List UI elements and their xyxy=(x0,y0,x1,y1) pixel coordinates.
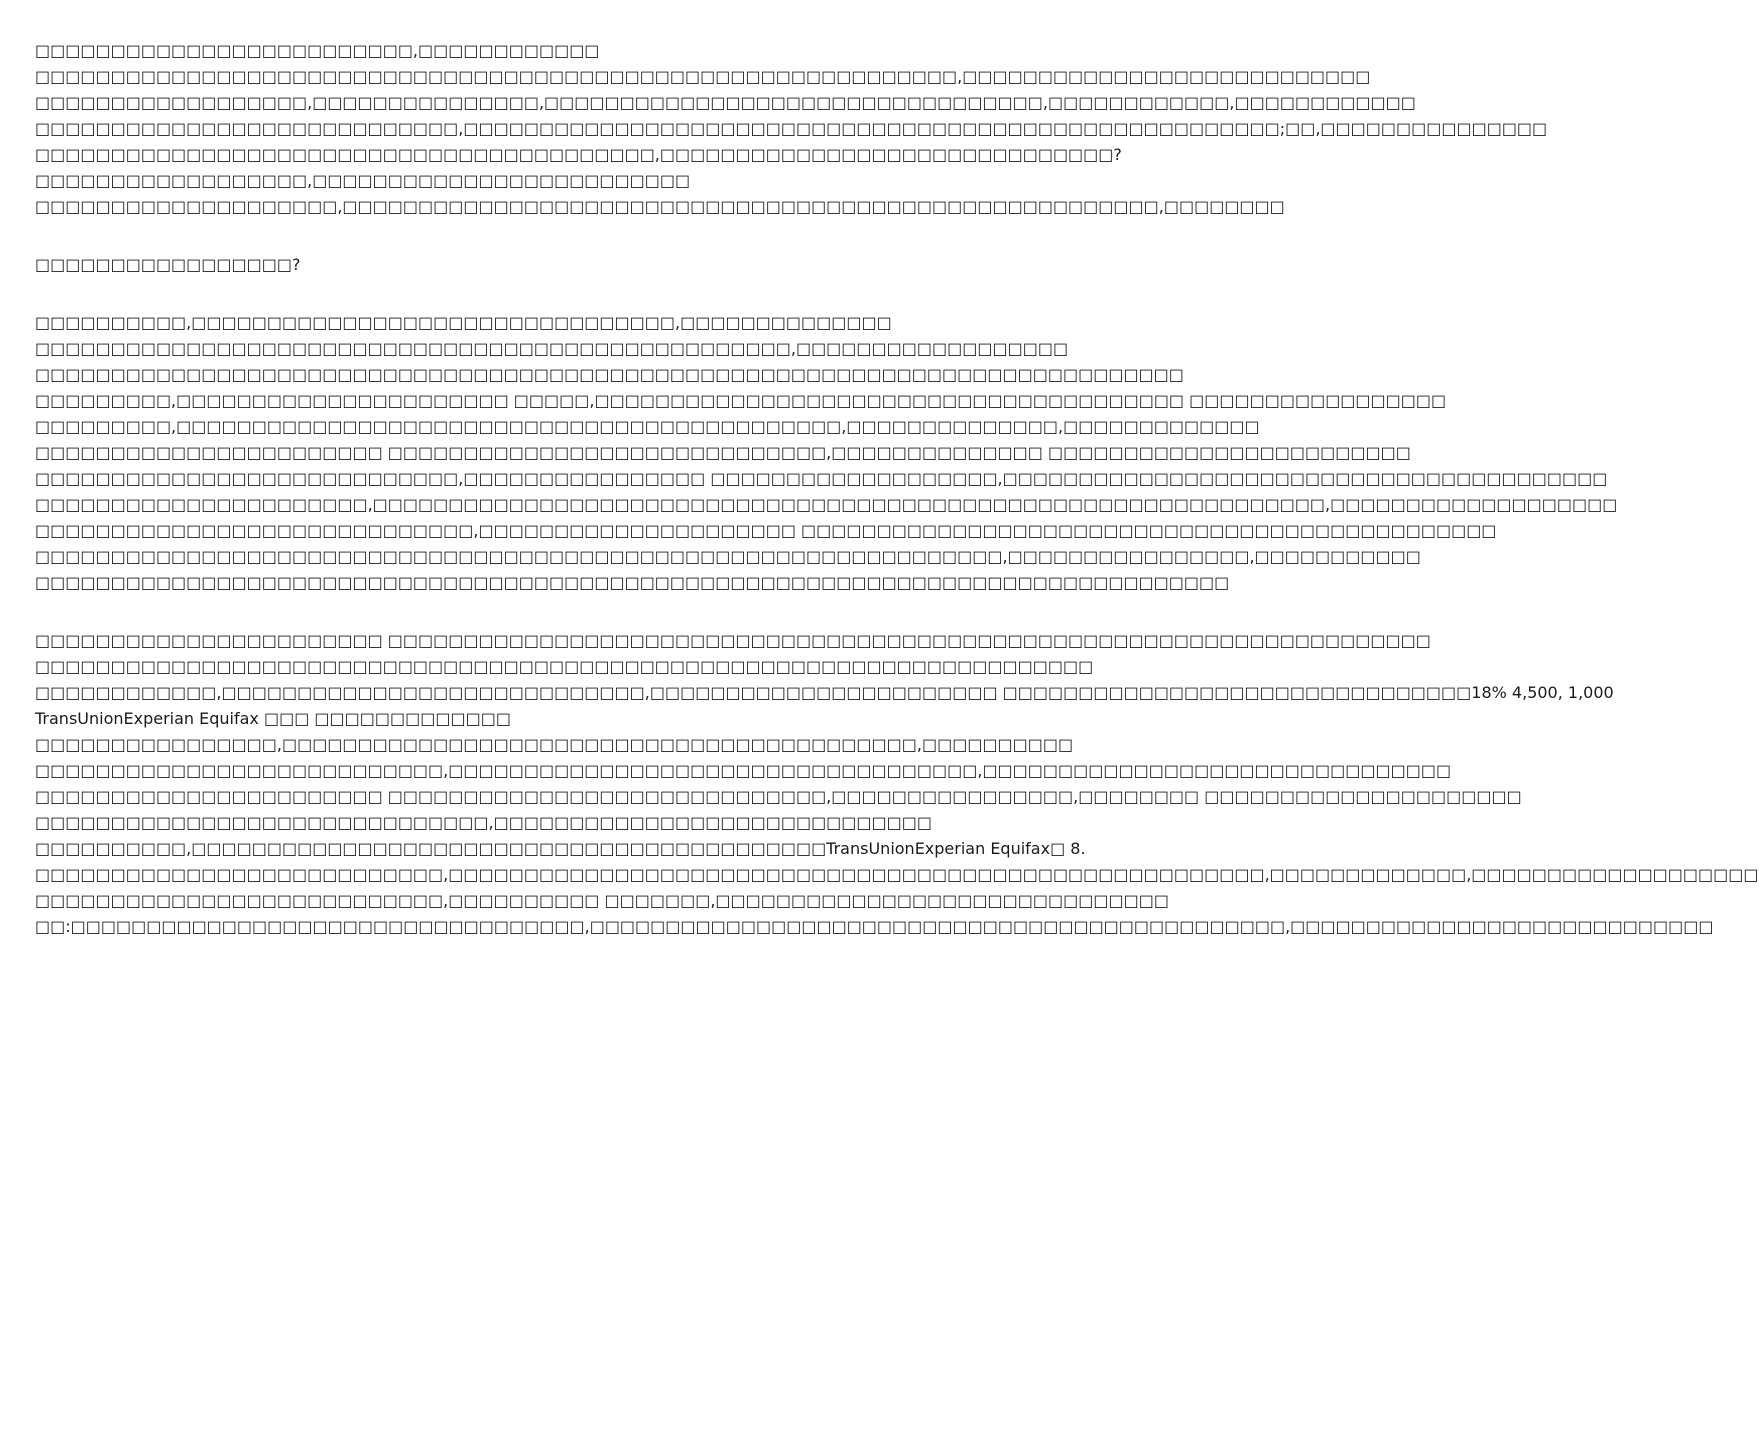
question-heading: □□□□□□□□□□□□□□□□□? xyxy=(35,255,301,274)
paragraph-spacer xyxy=(35,220,995,252)
text-line: □□□□□□□□□□□□□□□□□□□□□□□□□□□□□□□□□□□□□□□□□□□□□□□□□□□□□□□□□□□□□,□□□□□□□□□□□□□□□□□□□□□□□□□□□ xyxy=(35,67,1371,86)
document-body xyxy=(35,38,1759,940)
paragraph-spacer xyxy=(35,596,995,628)
text-line: □□□□□□□□□□□□□□□□□□□□□□□□□□□□□□□□□□□□□□□□□□□□□□□□□□□□□□□□□□□□□□□□□□□□□□□□□□□□□□□ xyxy=(35,573,1230,592)
text-line: □□□□□□□□□□□□□□□□□□□□□□□□□□□□□□□□□□□□□□□□□□□□□□□□□□,□□□□□□□□□□□□□□□□□□ xyxy=(35,339,1069,358)
text-line: □□□□□□□□□□□□□□□□□□□□,□□□□□□□□□□□□□□□□□□□□□□□□□□□□□□□□□□□□□□□□□□□□□□□□□□□□□□,□□□□□□□□ xyxy=(35,197,1285,216)
text-line: □□□□□□□□□□□□□□□□□□□□□□□□□,□□□□□□□□□□□□ xyxy=(35,41,600,60)
text-line: □□□□□□□□□□□□□□□□□□,□□□□□□□□□□□□□□□,□□□□□□□□□□□□□□□□□□□□□□□□□□□□□□□□□,□□□□□□□□□□□□,□□□□□□□□□□□□ xyxy=(35,93,1416,112)
text-line: □□□□□□□□□,□□□□□□□□□□□□□□□□□□□□□□ □□□□□,□□□□□□□□□□□□□□□□□□□□□□□□□□□□□□□□□□□□□□□ □□□□□□□□□□□□□□□□□ xyxy=(35,391,1447,410)
paragraph-body xyxy=(35,310,1618,596)
paragraph-spacer xyxy=(35,278,995,310)
text-line: TransUnionExperian Equifax □□□ □□□□□□□□□□□□□ xyxy=(35,709,511,728)
text-line: □□□□□□□□□□□□□□□□□□□□□□,□□□□□□□□□□□□□□□□□□□□□□□□□□□□□□□□□□□□□□□□□□□□□□□□□□□□□□□□□□□□□□□,□□□□□□□□□□□□□□□□□□□ xyxy=(35,495,1618,514)
text-line: □□□□□□□□□□,□□□□□□□□□□□□□□□□□□□□□□□□□□□□□□□□,□□□□□□□□□□□□□□ xyxy=(35,313,892,332)
text-line: □□□□□□□□□,□□□□□□□□□□□□□□□□□□□□□□□□□□□□□□□□□□□□□□□□□□□□,□□□□□□□□□□□□□□,□□□□□□□□□□□□□ xyxy=(35,417,1260,436)
text-line: □□□□□□□□□□□□□□□□□□,□□□□□□□□□□□□□□□□□□□□□□□□□ xyxy=(35,171,691,190)
text-line: □□□□□□□□□□□□□□□□□□□□□□□□□□□,□□□□□□□□□□□□□□□□□□□□□□□□□□□□□□□□□□□,□□□□□□□□□□□□□□□□□□□□□□□□□□□□□□□ xyxy=(35,761,1452,780)
text-line: □□□□□□□□□□□□,□□□□□□□□□□□□□□□□□□□□□□□□□□□□,□□□□□□□□□□□□□□□□□□□□□□□ □□□□□□□□□□□□□□□□□□□□□□□□□□□□□□□18% 4,500, 1,000 xyxy=(35,683,1614,702)
paragraph-intro xyxy=(35,38,1548,220)
text-line: □□□□□□□□□□□□□□□□□□□□□□□□□□□□□,□□□□□□□□□□□□□□□□□□□□□ □□□□□□□□□□□□□□□□□□□□□□□□□□□□□□□□□□□□□□□□□□□□□□ xyxy=(35,521,1497,540)
text-line: □□□□□□□□□□□□□□□□□□□□□□□□□□□□□□,□□□□□□□□□□□□□□□□□□□□□□□□□□□□□ xyxy=(35,813,932,832)
text-line: □□□□□□□□□□□□□□□□,□□□□□□□□□□□□□□□□□□□□□□□□□□□□□□□□□□□□□□□□□□,□□□□□□□□□□ xyxy=(35,735,1074,754)
text-line: □□:□□□□□□□□□□□□□□□□□□□□□□□□□□□□□□□□□□,□□□□□□□□□□□□□□□□□□□□□□□□□□□□□□□□□□□□□□□□□□□□□□,□□□□□□□□□□□□□□□□□□□□□□□□□□□□ xyxy=(35,917,1714,936)
text-line: □□□□□□□□□□,□□□□□□□□□□□□□□□□□□□□□□□□□□□□□□□□□□□□□□□□□□TransUnionExperian Equifax□ 8. xyxy=(35,839,1086,858)
text-line: □□□□□□□□□□□□□□□□□□□□□□□□□□□□□□□□□□□□□□□□□□□□□□□□□□□□□□□□□□□□□□□□□□□□□□ xyxy=(35,657,1094,676)
text-line: □□□□□□□□□□□□□□□□□□□□□□□ □□□□□□□□□□□□□□□□□□□□□□□□□□□□□,□□□□□□□□□□□□□□□□,□□□□□□□□ □□□□□□□□□□□□□□□□□□□□□ xyxy=(35,787,1522,806)
text-line: □□□□□□□□□□□□□□□□□□□□□□□□□□□□,□□□□□□□□□□□□□□□□□□□□□□□□□□□□□□□□□□□□□□□□□□□□□□□□□□□□□□;□□,□□□□□□□□□□□□□□□ xyxy=(35,119,1548,138)
paragraph-credit xyxy=(35,628,1759,940)
text-line: □□□□□□□□□□□□□□□□□□□□□□□□□□□,□□□□□□□□□□ □□□□□□□,□□□□□□□□□□□□□□□□□□□□□□□□□□□□□□ xyxy=(35,891,1169,910)
text-line: □□□□□□□□□□□□□□□□□□□□□□□ □□□□□□□□□□□□□□□□□□□□□□□□□□□□□,□□□□□□□□□□□□□□ □□□□□□□□□□□□□□□□□□□□□□□□ xyxy=(35,443,1411,462)
text-line: □□□□□□□□□□□□□□□□□□□□□□□ □□□□□□□□□□□□□□□□□□□□□□□□□□□□□□□□□□□□□□□□□□□□□□□□□□□□□□□□□□□□□□□□□□□□□ xyxy=(35,631,1431,650)
text-line: □□□□□□□□□□□□□□□□□□□□□□□□□□□□□□□□□□□□□□□□□□□□□□□□□□□□□□□□□□□□□□□□□□□□□□□□□□□□ xyxy=(35,365,1184,384)
text-line: □□□□□□□□□□□□□□□□□□□□□□□□□□□□□□□□□□□□□□□□□,□□□□□□□□□□□□□□□□□□□□□□□□□□□□□□? xyxy=(35,145,1122,164)
text-line: □□□□□□□□□□□□□□□□□□□□□□□□□□□□,□□□□□□□□□□□□□□□□ □□□□□□□□□□□□□□□□□□□,□□□□□□□□□□□□□□□□□□□□□□□□□□□□□□□□□□□□□□□□ xyxy=(35,469,1608,488)
text-line: □□□□□□□□□□□□□□□□□□□□□□□□□□□□□□□□□□□□□□□□□□□□□□□□□□□□□□□□□□□□□□□□,□□□□□□□□□□□□□□□□,□□□□□□□□□□□ xyxy=(35,547,1421,566)
text-line: □□□□□□□□□□□□□□□□□□□□□□□□□□□,□□□□□□□□□□□□□□□□□□□□□□□□□□□□□□□□□□□□□□□□□□□□□□□□□□□□□□,□□□□□□□□□□□□□,□□□□□□□□□□□□□□□□□□□ xyxy=(35,865,1759,884)
